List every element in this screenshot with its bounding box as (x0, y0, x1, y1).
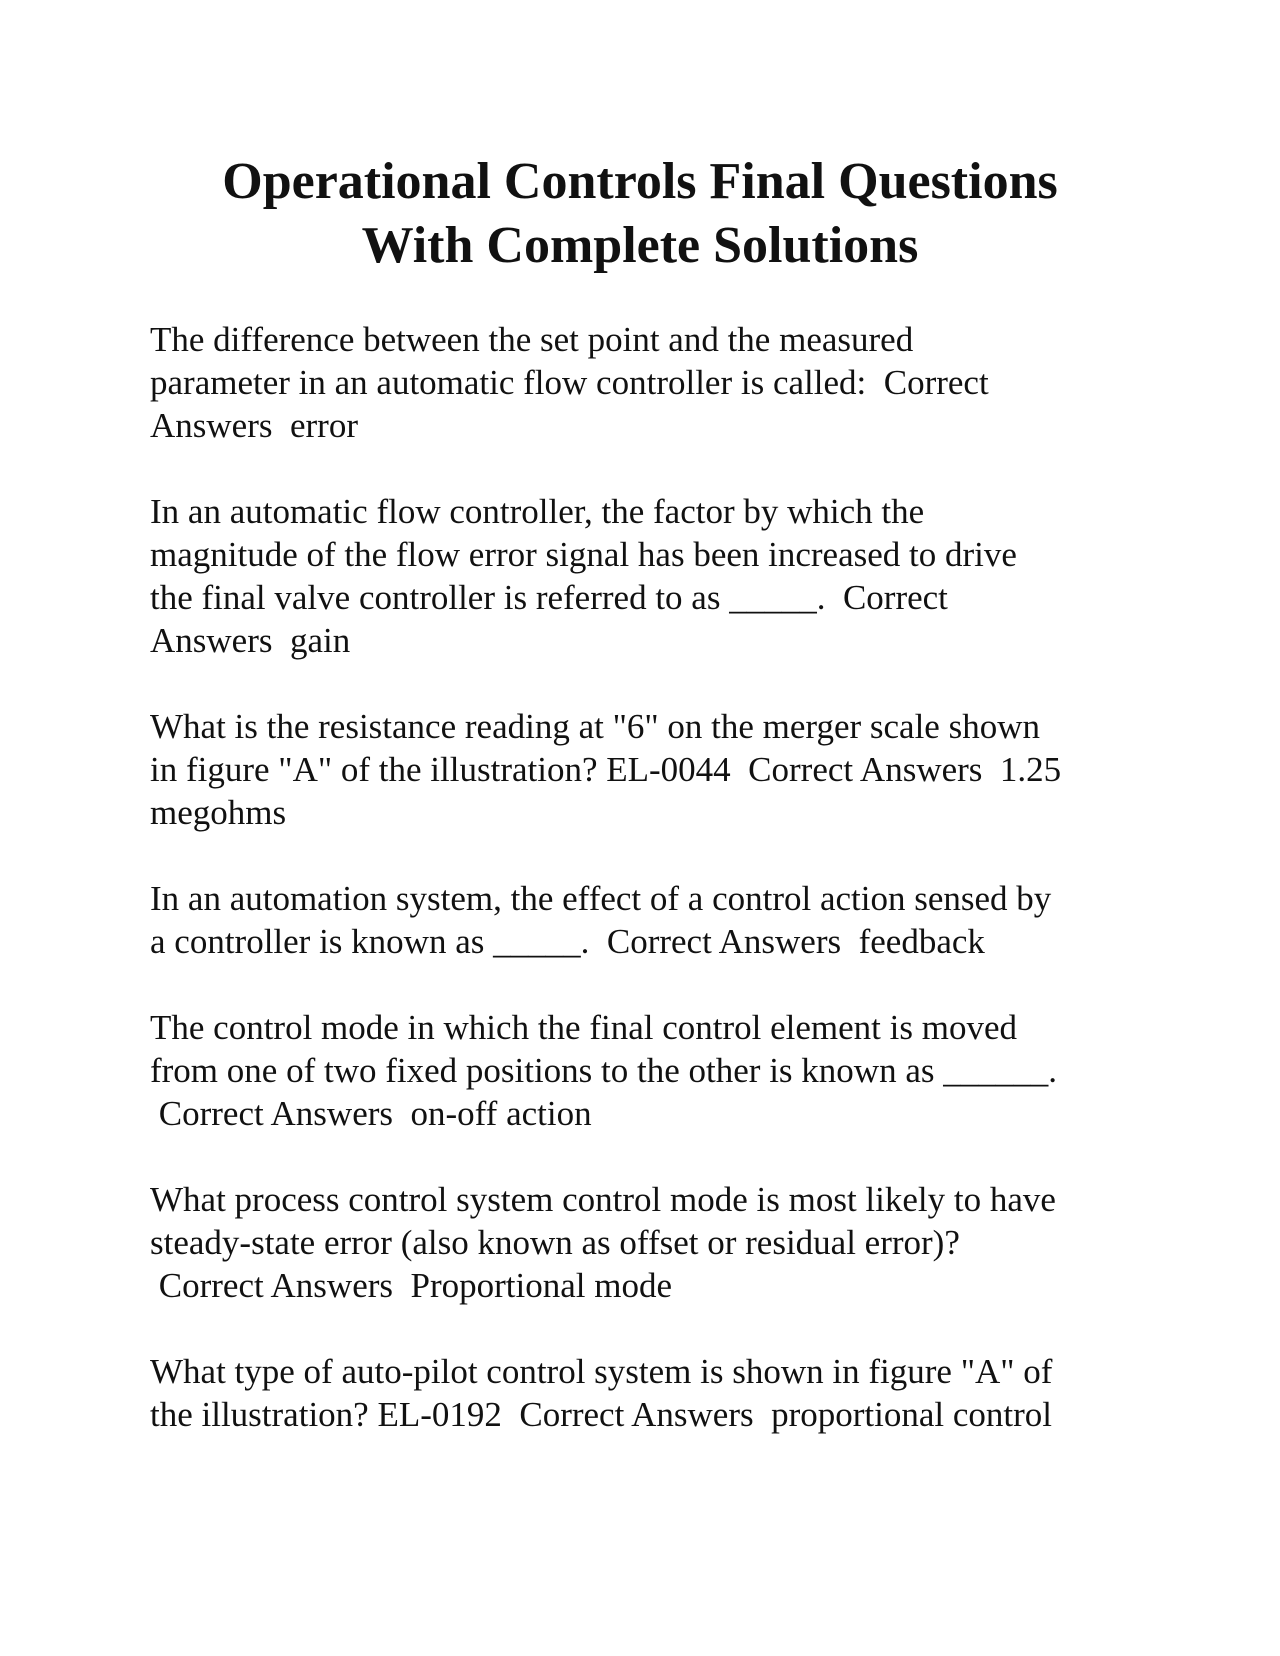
question-answer-5 (150, 1006, 1150, 1135)
text-line: What process control system control mode is most likely to have (150, 1180, 1056, 1219)
text-line: the final valve controller is referred to as _____. Correct (150, 578, 948, 617)
text-line: Correct Answers on-off action (150, 1094, 592, 1133)
text-line: What is the resistance reading at "6" on the merger scale shown (150, 707, 1040, 746)
text-line: magnitude of the flow error signal has been increased to drive (150, 535, 1017, 574)
title-line: With Complete Solutions (361, 217, 919, 274)
question-answer-2 (150, 490, 1150, 662)
text-line: Answers error (150, 406, 358, 445)
text-line: steady-state error (also known as offset or residual error)? (150, 1223, 960, 1262)
question-answer-4 (150, 877, 1150, 963)
text-line: In an automation system, the effect of a control action sensed by (150, 879, 1052, 918)
text-line: The control mode in which the final control element is moved (150, 1008, 1017, 1047)
text-line: The difference between the set point and the measured (150, 320, 914, 359)
title-line: Operational Controls Final Questions (222, 153, 1058, 210)
question-answer-6 (150, 1178, 1150, 1307)
text-line: the illustration? EL-0192 Correct Answers proportional control (150, 1395, 1053, 1434)
text-line: parameter in an automatic flow controller is called: Correct (150, 363, 989, 402)
text-line: in figure "A" of the illustration? EL-0044 Correct Answers 1.25 (150, 750, 1062, 789)
question-answer-7 (150, 1350, 1150, 1436)
text-line: from one of two fixed positions to the other is known as ______. (150, 1051, 1057, 1090)
text-line: In an automatic flow controller, the factor by which the (150, 492, 925, 531)
question-answer-3 (150, 705, 1150, 834)
text-line: Correct Answers Proportional mode (150, 1266, 672, 1305)
text-line: a controller is known as _____. Correct Answers feedback (150, 922, 985, 961)
text-line: Answers gain (150, 621, 351, 660)
question-answer-1 (150, 318, 1150, 447)
text-line: megohms (150, 793, 287, 832)
document-title (120, 150, 1160, 278)
text-line: What type of auto-pilot control system is shown in figure "A" of (150, 1352, 1053, 1391)
question-list (150, 318, 1150, 1479)
